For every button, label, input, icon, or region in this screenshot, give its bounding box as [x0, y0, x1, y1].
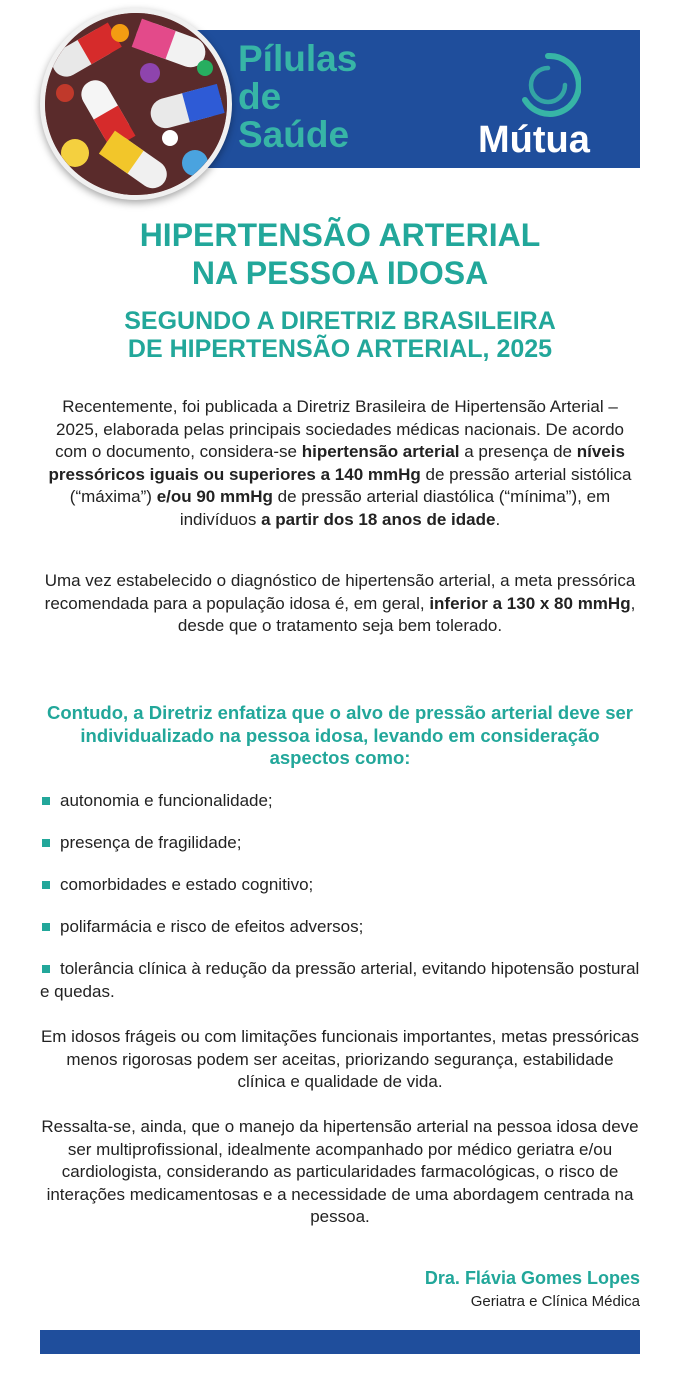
- page-title-line: NA PESSOA IDOSA: [191, 255, 489, 291]
- list-item: [40, 958, 640, 1003]
- intro-paragraph: [40, 396, 640, 531]
- brand-title-line: Saúde: [238, 114, 350, 155]
- page-subtitle-line: DE HIPERTENSÃO ARTERIAL, 2025: [127, 335, 553, 363]
- highlight-paragraph: Contudo, a Diretriz enfatiza que o alvo de pressão arterial deve ser individualizado na pessoa idosa, levando em consideração aspectos como:: [46, 702, 633, 768]
- square-bullet-icon: [42, 881, 50, 889]
- bold-run: inferior a 130 x 80 mmHg: [429, 593, 631, 613]
- list-item-text: autonomia e funcionalidade;: [60, 791, 273, 810]
- author-role: Geriatra e Clínica Médica: [470, 1293, 640, 1310]
- brand-title-line: Pílulas: [238, 38, 358, 79]
- bold-run: níveis pressóricos iguais ou superiores a 140 mmHg: [48, 442, 625, 484]
- list-item: [40, 790, 640, 813]
- list-item-text: presença de fragilidade;: [60, 833, 242, 852]
- square-bullet-icon: [42, 923, 50, 931]
- signature: [425, 1267, 640, 1313]
- aspects-list: [40, 790, 640, 1023]
- brand-title-line: de: [238, 76, 282, 117]
- bold-run: a partir dos 18 anos de idade: [261, 509, 496, 529]
- list-item-text: tolerância clínica à redução da pressão arterial, evitando hipotensão postural e quedas.: [40, 959, 640, 1001]
- mutua-logo-icon: [515, 52, 581, 118]
- list-item-text: comorbidades e estado cognitivo;: [60, 875, 314, 894]
- text-run: a presença de: [464, 442, 572, 461]
- bold-run: e/ou 90 mmHg: [156, 487, 273, 506]
- brand-title: [238, 40, 438, 154]
- text-run: Recentemente, foi publicada a Diretriz Brasileira de Hipertensão Arterial – 2025, elaborada pelas principais sociedades médicas nacionais. De acordo com o documento, considera-se: [55, 397, 624, 461]
- frail-elderly-paragraph: Em idosos frágeis ou com limitações funcionais importantes, metas pressóricas menos rigorosas podem ser aceitas, priorizando segurança, estabilidade clínica e qualidade de vida.: [40, 1027, 640, 1091]
- square-bullet-icon: [42, 965, 50, 973]
- page-subtitle: [30, 307, 650, 363]
- square-bullet-icon: [42, 839, 50, 847]
- square-bullet-icon: [42, 797, 50, 805]
- text-run: Uma vez estabelecido o diagnóstico de hipertensão arterial, a meta pressórica recomendada para a população idosa é, em geral,: [44, 571, 636, 613]
- author-name: Dra. Flávia Gomes Lopes: [424, 1268, 640, 1288]
- multidisciplinary-paragraph: Ressalta-se, ainda, que o manejo da hipertensão arterial na pessoa idosa deve ser multiprofissional, idealmente acompanhado por médico geriatra e/ou cardiologista, considerando as particularidades farmacológicas, o risco de interações medicamentosas e a necessidade de uma abordagem centrada na pessoa.: [41, 1117, 639, 1226]
- mutua-logo-text: Mútua: [478, 119, 590, 161]
- text-run: .: [495, 509, 501, 529]
- text-run: , desde que o tratamento seja bem tolerado.: [177, 593, 636, 635]
- page-subtitle-line: SEGUNDO A DIRETRIZ BRASILEIRA: [124, 307, 556, 335]
- goal-paragraph: [40, 570, 640, 638]
- page-title: [30, 216, 650, 292]
- text-run: de pressão arterial sistólica (“máxima”): [69, 464, 632, 506]
- list-item: [40, 874, 640, 897]
- list-item: [40, 916, 640, 939]
- bold-run: hipertensão arterial: [301, 442, 460, 461]
- pills-photo: [40, 8, 232, 200]
- list-item-text: polifarmácia e risco de efeitos adversos;: [60, 917, 364, 936]
- list-item: [40, 832, 640, 855]
- page-title-line: HIPERTENSÃO ARTERIAL: [139, 217, 541, 253]
- footer-band: [40, 1330, 640, 1354]
- text-run: de pressão arterial diastólica (“mínima”), em indivíduos: [179, 487, 611, 529]
